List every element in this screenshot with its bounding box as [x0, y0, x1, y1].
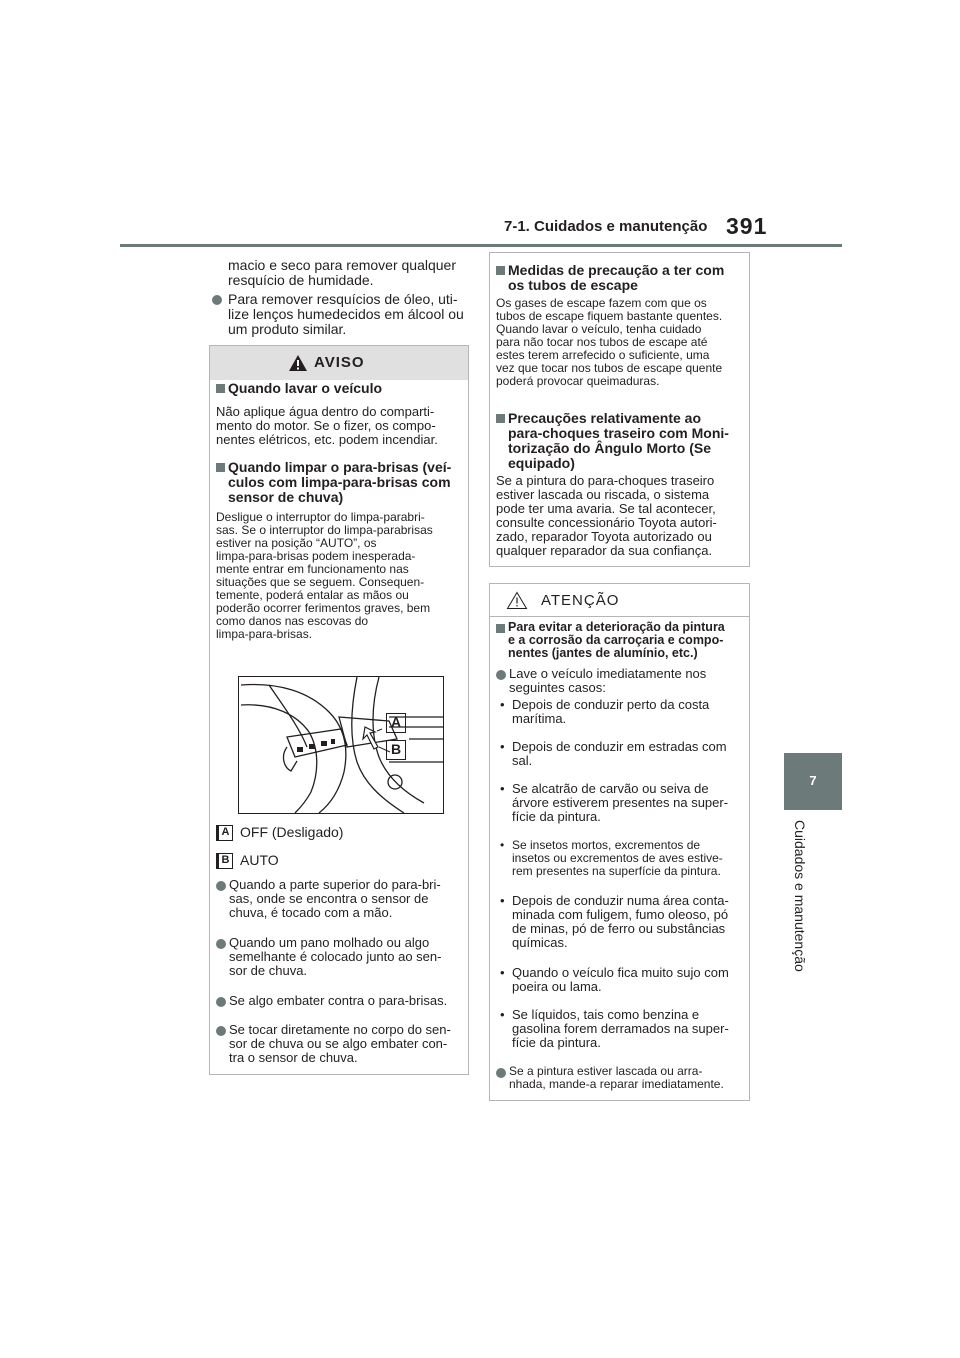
line: sas. Se o interruptor do limpa-parabrisas [216, 523, 433, 537]
caution-triangle-icon [506, 591, 528, 610]
line: Quando o veículo fica muito sujo com [512, 965, 729, 980]
condition-2 [229, 936, 441, 978]
caution-header [490, 584, 749, 617]
label-a-text: OFF (Desligado) [240, 824, 344, 840]
line: fície da pintura. [512, 1035, 601, 1050]
dash-icon: • [500, 838, 505, 852]
square-bullet-icon [216, 384, 225, 393]
wash-heading: Quando lavar o veículo [228, 380, 383, 396]
line: qualquer reparador da sua confiança. [496, 543, 713, 558]
dash-icon: • [500, 893, 505, 908]
case-3 [512, 782, 728, 824]
line: tubos de escape fiquem bastante quentes. [496, 309, 723, 323]
line: vez que tocar nos tubos de escape quente [496, 361, 723, 375]
wiper-text [216, 511, 433, 641]
line: limpa-para-brisas. [216, 627, 313, 641]
line: poderá provocar queimaduras. [496, 374, 660, 388]
bullet-icon [216, 939, 226, 949]
line: limpa-para-brisas podem inesperada- [216, 549, 416, 563]
wiper-heading [228, 460, 451, 505]
chapter-number: 7 [809, 773, 817, 788]
bumper-text [496, 474, 717, 558]
line: Se tocar diretamente no corpo do sen- [229, 1022, 451, 1037]
exhaust-heading [508, 263, 724, 293]
condition-3: Se algo embater contra o para-brisas. [229, 993, 448, 1008]
warning-continuation-box [489, 252, 750, 567]
line: minada com fuligem, fumo oleoso, pó [512, 907, 729, 922]
line: Quando um pano molhado ou algo [229, 935, 430, 950]
line: temente, poderá entalar as mãos ou [216, 588, 409, 602]
square-bullet-icon [496, 624, 505, 633]
line: gasolina forem derramados na super- [512, 1021, 729, 1036]
case-6 [512, 966, 729, 994]
line: estes terem arrefecido o suficiente, uma [496, 348, 710, 362]
line: Quando limpar o para-brisas (veí- [228, 459, 452, 475]
line: nentes elétricos, etc. podem incendiar. [216, 432, 438, 447]
line: Para remover resquícios de óleo, uti- [228, 291, 458, 307]
label-a: A [216, 825, 233, 841]
line: pode ter uma avaria. Se tal acontecer, [496, 501, 716, 516]
line: insetos ou excrementos de aves estive- [512, 851, 723, 865]
dash-icon: • [500, 781, 505, 796]
line: lize lenços humedecidos em álcool ou [228, 306, 464, 322]
line: rem presentes na superfície da pintura. [512, 864, 721, 878]
case-7 [512, 1008, 729, 1050]
line: culos com limpa-para-brisas com [228, 474, 451, 490]
callout-b: B [386, 740, 406, 760]
line: Precauções relativamente ao [508, 410, 701, 426]
line: Se líquidos, tais como benzina e [512, 1007, 700, 1022]
line: para não tocar nos tubos de escape até [496, 335, 708, 349]
case-4 [512, 839, 723, 878]
case-5 [512, 894, 729, 950]
caution-title: ATENÇÃO [541, 592, 620, 609]
label-b: B [216, 853, 233, 869]
line: torização do Ângulo Morto (Se [508, 440, 711, 456]
line: Depois de conduzir perto da costa [512, 697, 710, 712]
line: Se a pintura do para-choques traseiro [496, 473, 715, 488]
steering-column-drawing [239, 677, 443, 813]
arrow-icon [363, 727, 378, 749]
line: sal. [512, 753, 533, 768]
caution-box [489, 583, 750, 1101]
case-2 [512, 740, 727, 768]
line: um produto similar. [228, 321, 347, 337]
chipped-text [509, 1065, 724, 1091]
square-bullet-icon [496, 414, 505, 423]
paint-heading [508, 621, 725, 660]
line: estiver na posição “AUTO”, os [216, 536, 377, 550]
condition-1 [229, 878, 441, 920]
wiper-switch-illustration [238, 676, 444, 814]
page-number: 391 [726, 213, 768, 239]
line: sas, onde se encontra o sensor de [229, 891, 429, 906]
line: tra o sensor de chuva. [229, 1050, 358, 1065]
line: Os gases de escape fazem com que os [496, 296, 707, 310]
line: situações que se seguem. Consequen- [216, 575, 425, 589]
warning-box [209, 345, 469, 1075]
line: sor de chuva ou se algo embater con- [229, 1036, 448, 1051]
line: Não aplique água dentro do comparti- [216, 404, 435, 419]
square-bullet-icon [216, 463, 225, 472]
intro-text [228, 258, 456, 288]
line: Se insetos mortos, excrementos de [512, 838, 701, 852]
line: seguintes casos: [509, 680, 606, 695]
dash-icon: • [500, 697, 505, 712]
line: sensor de chuva) [228, 489, 344, 505]
line: Depois de conduzir numa área conta- [512, 893, 729, 908]
line: Se alcatrão de carvão ou seiva de [512, 781, 709, 796]
line: Quando a parte superior do para-bri- [229, 877, 441, 892]
line: Para evitar a deterioração da pintura [508, 620, 725, 634]
label-b-text: AUTO [240, 852, 279, 868]
line: poderão ocorrer ferimentos graves, bem [216, 601, 431, 615]
bullet-icon [496, 670, 506, 680]
line: nentes (jantes de alumínio, etc.) [508, 646, 698, 660]
line: Depois de conduzir em estradas com [512, 739, 727, 754]
line: Se a pintura estiver lascada ou arra- [509, 1064, 703, 1078]
dash-icon: • [500, 965, 505, 980]
bullet-icon [496, 1068, 506, 1078]
line: os tubos de escape [508, 277, 638, 293]
line: semelhante é colocado junto ao sen- [229, 949, 442, 964]
bullet-icon [216, 997, 226, 1007]
line: nhada, mande-a reparar imediatamente. [509, 1077, 724, 1091]
intro-line: macio e seco para remover qualquer [228, 257, 457, 273]
chapter-title: Cuidados e manutenção [792, 820, 808, 972]
dash-icon: • [500, 739, 505, 754]
warning-title: AVISO [314, 354, 365, 371]
callout-a: A [386, 713, 406, 733]
line: árvore estiverem presentes na super- [512, 795, 729, 810]
line: Lave o veículo imediatamente nos [509, 666, 707, 681]
line: zado, reparador Toyota autorizado ou [496, 529, 712, 544]
line: Quando lavar o veículo, tenha cuidado [496, 322, 702, 336]
line: estiver lascada ou riscada, o sistema [496, 487, 710, 502]
exhaust-text [496, 297, 722, 388]
line: sor de chuva. [229, 963, 308, 978]
line: marítima. [512, 711, 567, 726]
line: Medidas de precaução a ter com [508, 262, 725, 278]
line: fície da pintura. [512, 809, 601, 824]
section-title: 7-1. Cuidados e manutenção [504, 218, 708, 235]
line: como danos nas escovas do [216, 614, 369, 628]
line: e a corrosão da carroçaria e compo- [508, 633, 724, 647]
line: químicas. [512, 935, 568, 950]
square-bullet-icon [496, 266, 505, 275]
line: consulte concessionário Toyota autori- [496, 515, 717, 530]
oil-bullet-text [228, 292, 464, 337]
header-rule [120, 244, 842, 247]
case-1 [512, 698, 709, 726]
wash-text [216, 405, 438, 447]
condition-4 [229, 1023, 451, 1065]
chapter-tab [784, 753, 842, 810]
line: para-choques traseiro com Moni- [508, 425, 729, 441]
wash-now-text [509, 667, 706, 695]
line: mento do motor. Se o fizer, os compo- [216, 418, 436, 433]
line: Desligue o interruptor do limpa-parabri- [216, 510, 425, 524]
intro-line: resquício de humidade. [228, 272, 374, 288]
warning-triangle-icon [288, 354, 308, 372]
line: chuva, é tocado com a mão. [229, 905, 393, 920]
line: de minas, pó de ferro ou substâncias [512, 921, 726, 936]
line: equipado) [508, 455, 575, 471]
bumper-heading [508, 411, 729, 471]
line: mente entrar em funcionamento nas [216, 562, 409, 576]
bullet-icon [212, 295, 222, 305]
line: poeira ou lama. [512, 979, 602, 994]
dash-icon: • [500, 1007, 505, 1022]
bullet-icon [216, 881, 226, 891]
bullet-icon [216, 1026, 226, 1036]
